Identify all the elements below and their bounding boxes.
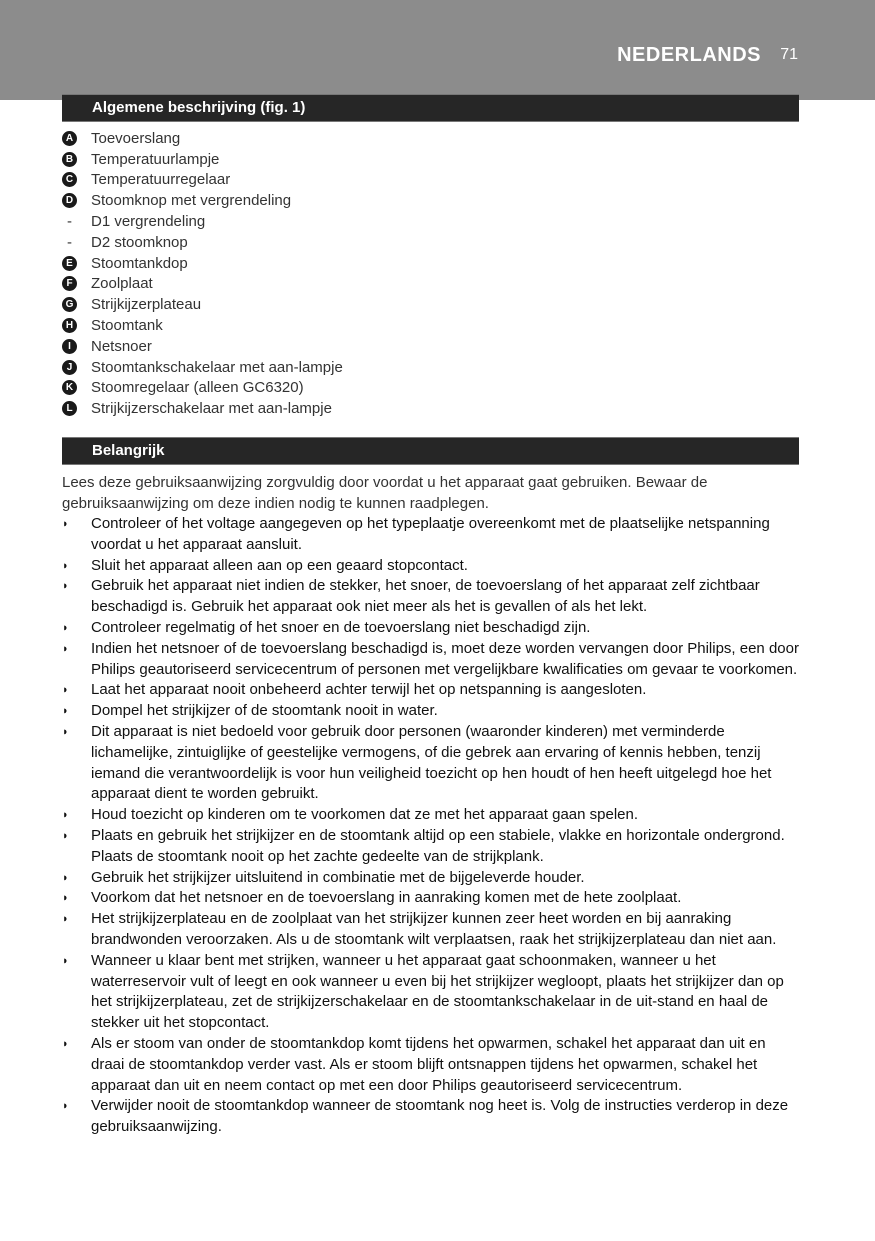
letter-badge: B <box>62 152 77 167</box>
part-label: Stoomregelaar (alleen GC6320) <box>91 379 304 397</box>
part-item <box>62 398 343 419</box>
bullet-item <box>62 888 802 909</box>
bullet-icon: ◗ <box>62 871 69 884</box>
part-label: Zoolplaat <box>91 275 153 293</box>
intro-paragraph: Lees deze gebruiksaanwijzing zorgvuldig door voordat u het apparaat gaat gebruiken. Bewaar de gebruiksaanwijzing om deze indien nodig te kunnen raadplegen. <box>62 474 708 512</box>
dash-marker: - <box>67 233 72 251</box>
bullet-item <box>62 1034 802 1096</box>
letter-badge: A <box>62 131 77 146</box>
bullet-item <box>62 639 802 681</box>
letter-badge: C <box>62 172 77 187</box>
part-label: Stoomtankdop <box>91 254 188 272</box>
bullet-icon: ◗ <box>62 580 69 593</box>
bullet-text: Gebruik het apparaat niet indien de stekker, het snoer, de toevoerslang of het apparaat zelf zichtbaar beschadigd is. Gebruik het apparaat ook niet meer als het is gevallen of als het lekt. <box>91 577 760 616</box>
section-heading-general-description <box>62 94 799 122</box>
part-item <box>62 253 343 274</box>
part-item <box>62 170 343 191</box>
bullet-icon: ◗ <box>62 892 69 905</box>
bullet-icon: ◗ <box>62 725 69 738</box>
safety-bullet-list <box>62 514 802 1138</box>
bullet-item <box>62 868 802 889</box>
part-label: Toevoerslang <box>91 129 181 147</box>
part-item <box>62 274 343 295</box>
bullet-item <box>62 701 802 722</box>
section-heading-important <box>62 437 799 465</box>
bullet-item <box>62 805 802 826</box>
part-label: Temperatuurregelaar <box>91 171 231 189</box>
part-label: Strijkijzerplateau <box>91 296 202 314</box>
letter-badge: I <box>62 339 77 354</box>
bullet-icon: ◗ <box>62 684 69 697</box>
bullet-icon: ◗ <box>62 829 69 842</box>
bullet-icon: ◗ <box>62 809 69 822</box>
letter-badge: G <box>62 297 77 312</box>
bullet-item <box>62 1096 802 1138</box>
bullet-icon: ◗ <box>62 1037 69 1050</box>
letter-badge: L <box>62 401 77 416</box>
bullet-text: Gebruik het strijkijzer uitsluitend in combinatie met de bijgeleverde houder. <box>91 868 585 886</box>
bullet-icon: ◗ <box>62 1100 69 1113</box>
bullet-icon: ◗ <box>62 913 69 926</box>
letter-badge: F <box>62 276 77 291</box>
part-label: Netsnoer <box>91 337 152 355</box>
letter-badge: J <box>62 360 77 375</box>
part-label: Stoomtankschakelaar met aan-lampje <box>91 358 343 376</box>
bullet-item <box>62 514 802 556</box>
bullet-text: Sluit het apparaat alleen aan op een geaard stopcontact. <box>91 556 468 574</box>
bullet-icon: ◗ <box>62 518 69 530</box>
bullet-text: Laat het apparaat nooit onbeheerd achter terwijl het op netspanning is aangesloten. <box>91 681 647 699</box>
bullet-text: Indien het netsnoer of de toevoerslang beschadigd is, moet deze worden vervangen door Philips, een door Philips geautoriseerd servicecentrum of personen met vergelijkbare kwalificaties om gevaar te voorkomen. <box>91 639 799 678</box>
bullet-text: Dit apparaat is niet bedoeld voor gebruik door personen (waaronder kinderen) met verminderde lichamelijke, zintuiglijke of geestelijke vermogens, of die gebrek aan ervaring of kennis hebben, tenzij iemand die verantwoordelijk is voor hun veiligheid toezicht op hen houdt of hen heeft uitgelegd hoe het apparaat dient te worden gebruikt. <box>91 722 772 803</box>
part-item <box>62 357 343 378</box>
dash-marker: - <box>67 213 72 231</box>
header-language: NEDERLANDS <box>617 44 761 66</box>
bullet-text: Als er stoom van onder de stoomtankdop komt tijdens het opwarmen, schakel het apparaat dan uit en draai de stoomtankdop verder vast. Als er stoom blijft ontsnappen tijdens het opwarmen, schakel het apparaat dan uit en neem contact op met een door Philips geautoriseerd servicecentrum. <box>91 1034 766 1094</box>
bullet-text: Verwijder nooit de stoomtankdop wanneer de stoomtank nog heet is. Volg de instructies verderop in deze gebruiksaanwijzing. <box>91 1097 789 1136</box>
part-item <box>62 211 343 232</box>
letter-badge: H <box>62 318 77 333</box>
part-item <box>62 294 343 315</box>
bullet-item <box>62 951 802 1034</box>
part-label: Stoomtank <box>91 317 163 335</box>
part-item <box>62 315 343 336</box>
part-item <box>62 336 343 357</box>
bullet-text: Wanneer u klaar bent met strijken, wanneer u het apparaat gaat schoonmaken, wanneer u het waterreservoir vult of leegt en ook wanneer u even bij het strijkijzer wegloopt, plaats het strijkijzer dan op het strijkijzerplateau, zet de strijkijzerschakelaar en de stoomtankschakelaar in de uit-stand en haal de stekker uit het stopcontact. <box>91 951 784 1032</box>
bullet-text: Het strijkijzerplateau en de zoolplaat van het strijkijzer kunnen zeer heet worden en bij aanraking brandwonden veroorzaken. Als u de stoomtank wilt verplaatsen, raak het strijkijzerplateau dan niet aan. <box>91 910 777 948</box>
parts-list <box>62 128 343 419</box>
bullet-icon: ◗ <box>62 621 69 634</box>
bullet-item <box>62 826 802 868</box>
letter-badge: E <box>62 256 77 271</box>
letter-badge: D <box>62 193 77 208</box>
part-label: Stoomknop met vergrendeling <box>91 192 292 210</box>
bullet-icon: ◗ <box>62 642 69 655</box>
bullet-item <box>62 576 802 618</box>
part-item <box>62 128 343 149</box>
bullet-text: Plaats en gebruik het strijkijzer en de stoomtank altijd op een stabiele, vlakke en horizontale ondergrond. Plaats de stoomtank nooit op het zachte gedeelte van de strijkplank. <box>91 826 785 865</box>
page-number: 71 <box>780 46 798 63</box>
section-heading-text: Algemene beschrijving (fig. 1) <box>92 99 306 116</box>
bullet-item <box>62 722 802 805</box>
bullet-text: Voorkom dat het netsnoer en de toevoerslang in aanraking komen met de hete zoolplaat. <box>91 889 682 907</box>
bullet-item <box>62 618 802 639</box>
part-item <box>62 190 343 211</box>
part-label: Strijkijzerschakelaar met aan-lampje <box>91 400 332 418</box>
part-item <box>62 232 343 253</box>
letter-badge: K <box>62 380 77 395</box>
bullet-text: Dompel het strijkijzer of de stoomtank nooit in water. <box>91 702 438 720</box>
bullet-item <box>62 556 802 577</box>
part-item <box>62 378 343 399</box>
bullet-item <box>62 680 802 701</box>
bullet-text: Controleer of het voltage aangegeven op het typeplaatje overeenkomt met de plaatselijke netspanning voordat u het apparaat aansluit. <box>91 515 770 553</box>
bullet-icon: ◗ <box>62 559 69 572</box>
bullet-text: Houd toezicht op kinderen om te voorkomen dat ze met het apparaat gaan spelen. <box>91 806 639 824</box>
part-label: D2 stoomknop <box>91 233 188 251</box>
bullet-icon: ◗ <box>62 705 69 718</box>
bullet-text: Controleer regelmatig of het snoer en de toevoerslang niet beschadigd zijn. <box>91 618 591 636</box>
section-heading-text: Belangrijk <box>92 442 165 459</box>
part-item <box>62 149 343 170</box>
part-label: Temperatuurlampje <box>91 150 220 168</box>
bullet-icon: ◗ <box>62 954 69 967</box>
part-label: D1 vergrendeling <box>91 213 206 231</box>
bullet-item <box>62 909 802 951</box>
